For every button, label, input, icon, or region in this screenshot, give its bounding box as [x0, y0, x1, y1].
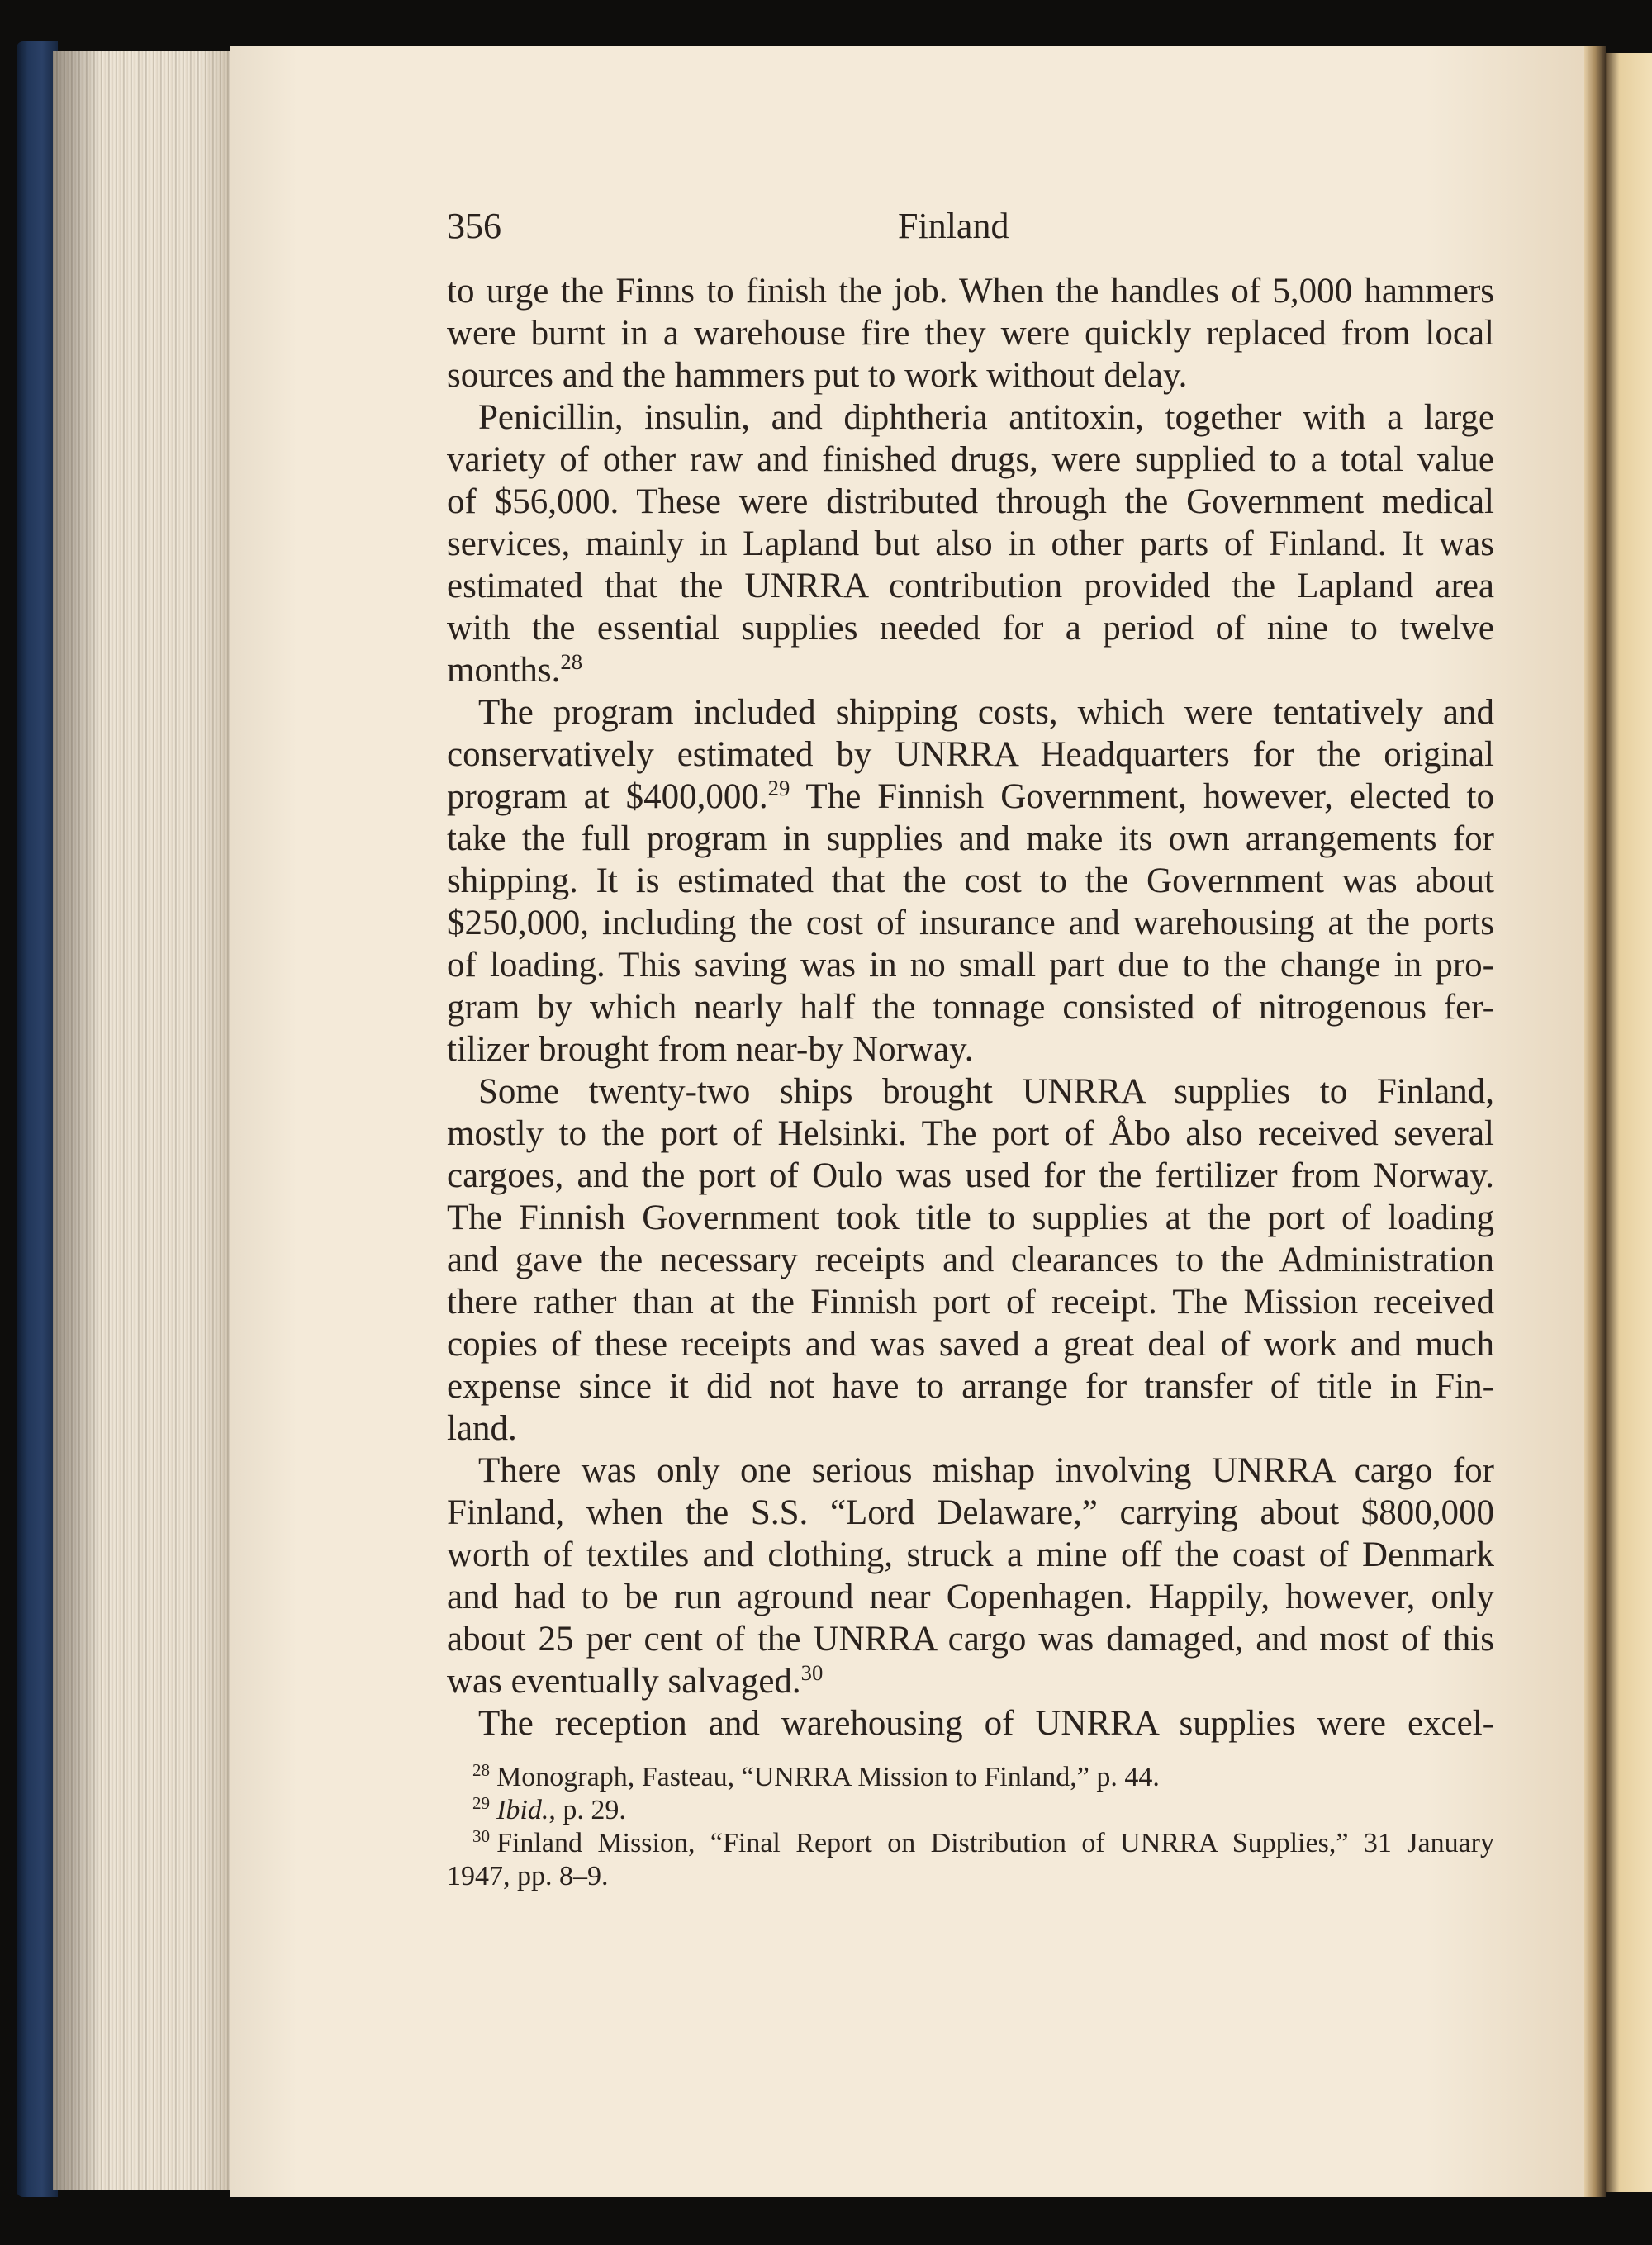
paragraph [447, 1070, 1494, 1450]
paragraph [447, 691, 1494, 1070]
text-line: gram by which nearly half the tonnage consisted of nitrogenous fer- [447, 988, 1494, 1027]
text-line: variety of other raw and finished drugs, were supplied to a total value [447, 440, 1494, 479]
text-line: of loading. This saving was in no small part due to the change in pro- [447, 946, 1494, 985]
text-line [447, 1660, 1494, 1702]
footnote [447, 1761, 1494, 1794]
text-line: shipping. It is estimated that the cost to the Government was about [447, 861, 1494, 900]
text-line: estimated that the UNRRA contribution provided the Lapland area [447, 567, 1494, 605]
footnote [447, 1827, 1494, 1860]
text-line: and gave the necessary receipts and clearances to the Administration [447, 1241, 1494, 1279]
body-text [447, 270, 1494, 1744]
page-number: 356 [447, 206, 501, 246]
footnote-ref: 28 [560, 649, 583, 675]
text-line: There was only one serious mishap involving UNRRA cargo for [478, 1451, 1494, 1490]
footnote-text: Monograph, Fasteau, “UNRRA Mission to Finland,” p. 44. [496, 1762, 1160, 1792]
running-title: Finland [898, 206, 1009, 246]
page-edges [53, 51, 231, 2190]
text-line: there rather than at the Finnish port of receipt. The Mission received [447, 1283, 1494, 1322]
text-line: to urge the Finns to finish the job. When the handles of 5,000 hammers [447, 272, 1494, 311]
running-header [447, 205, 1494, 247]
text-line: cargoes, and the port of Oulo was used for the fertilizer from Norway. [447, 1156, 1494, 1195]
paragraph [447, 270, 1494, 396]
text-line: take the full program in supplies and make its own arrangements for [447, 819, 1494, 858]
text-line: of $56,000. These were distributed through the Government medical [447, 482, 1494, 521]
text-line: Some twenty-two ships brought UNRRA supplies to Finland, [478, 1072, 1494, 1111]
line-text: The Finnish Government, however, elected to [790, 777, 1494, 816]
text-line: land. [447, 1409, 517, 1448]
text-line: Finland, when the S.S. “Lord Delaware,” carrying about $800,000 [447, 1493, 1494, 1532]
text-line: The reception and warehousing of UNRRA supplies were excel- [478, 1704, 1494, 1743]
gutter-shadow [1584, 46, 1606, 2197]
footnote-number: 30 [472, 1827, 491, 1847]
text-line: conservatively estimated by UNRRA Headquarters for the original [447, 735, 1494, 774]
text-line: and had to be run aground near Copenhagen. Happily, however, only [447, 1578, 1494, 1616]
text-line: expense since it did not have to arrange for transfer of title in Fin- [447, 1367, 1494, 1406]
text-line [447, 649, 1494, 691]
footnote-ref: 30 [800, 1660, 824, 1686]
text-line: The Finnish Government took title to supplies at the port of loading [447, 1198, 1494, 1237]
footnote-number: 29 [472, 1794, 491, 1814]
text-line: Penicillin, insulin, and diphtheria antitoxin, together with a large [478, 398, 1494, 437]
text-line: mostly to the port of Helsinki. The port of Åbo also received several [447, 1114, 1494, 1153]
book-cover [17, 41, 58, 2197]
text-line: services, mainly in Lapland but also in other parts of Finland. It was [447, 524, 1494, 563]
line-text: was eventually salvaged. [447, 1662, 801, 1701]
text-line [447, 776, 1494, 818]
text-line: with the essential supplies needed for a period of nine to twelve [447, 609, 1494, 648]
footnote-italic-text: Ibid. [496, 1795, 549, 1825]
text-line: about 25 per cent of the UNRRA cargo was damaged, and most of this [447, 1620, 1494, 1659]
footnotes [447, 1761, 1494, 1893]
text-line: tilizer brought from near-by Norway. [447, 1030, 974, 1069]
footnote-continuation: 1947, pp. 8–9. [447, 1861, 609, 1891]
paragraph [447, 1702, 1494, 1744]
line-text: program at $400,000. [447, 777, 768, 816]
footnote-ref: 29 [767, 776, 790, 801]
text-line: copies of these receipts and was saved a great deal of work and much [447, 1325, 1494, 1364]
text-line: worth of textiles and clothing, struck a mine off the coast of Denmark [447, 1535, 1494, 1574]
text-line: $250,000, including the cost of insurance and warehousing at the ports [447, 904, 1494, 942]
footnote-text: , p. 29. [548, 1795, 626, 1825]
footnote-number: 28 [472, 1761, 491, 1781]
text-line: The program included shipping costs, which were tentatively and [478, 693, 1494, 732]
text-line: were burnt in a warehouse fire they were quickly replaced from local [447, 314, 1494, 353]
paragraph [447, 1450, 1494, 1702]
facing-page [1606, 53, 1652, 2192]
line-text: months. [447, 651, 561, 690]
paragraph [447, 396, 1494, 691]
footnote-text: Finland Mission, “Final Report on Distribution of UNRRA Supplies,” 31 January [496, 1828, 1494, 1858]
text-line: sources and the hammers put to work without delay. [447, 356, 1188, 395]
footnote [447, 1794, 1494, 1827]
